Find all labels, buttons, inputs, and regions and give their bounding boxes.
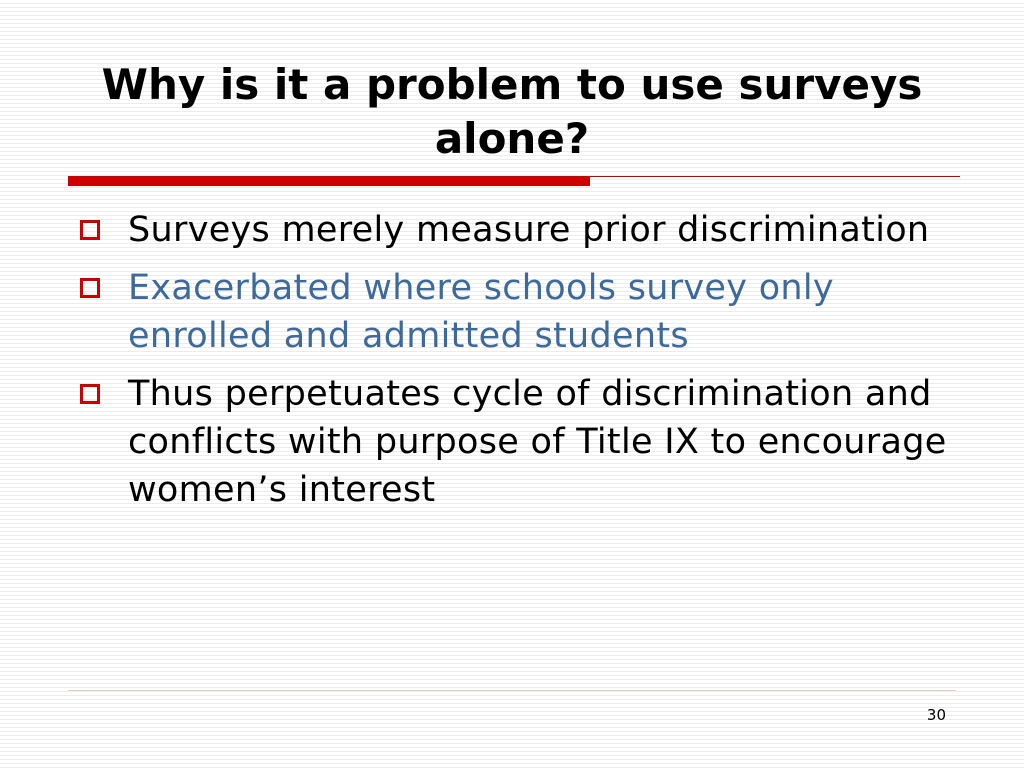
bullet-item [78, 206, 958, 254]
bullet-text: Surveys merely measure prior discrimination [128, 210, 930, 250]
bullet-text: Exacerbated where schools survey only enrolled and admitted students [128, 268, 834, 356]
slide-title: Why is it a problem to use surveys alone? [101, 60, 923, 163]
bullet-item [78, 370, 958, 514]
bullet-item [78, 264, 958, 360]
title-underline-thin [590, 176, 960, 177]
square-bullet-icon [80, 384, 100, 404]
page-number: 30 [926, 706, 946, 724]
bullet-list [78, 206, 958, 524]
square-bullet-icon [80, 278, 100, 298]
title-underline-thick [68, 176, 590, 186]
footer-divider [68, 690, 956, 691]
square-bullet-icon [80, 220, 100, 240]
bullet-text: Thus perpetuates cycle of discrimination and conflicts with purpose of Title IX to encourage women’s interest [128, 374, 947, 510]
